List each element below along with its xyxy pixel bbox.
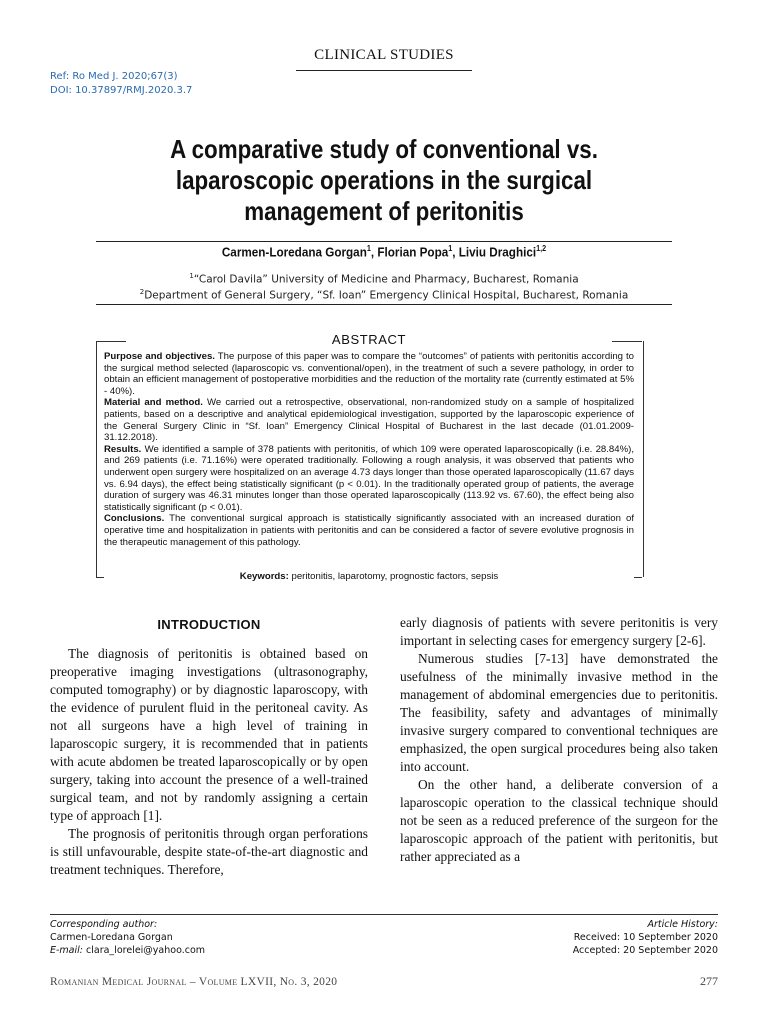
title-line-2: laparoscopic operations in the surgical (175, 165, 593, 195)
body-column-left (50, 645, 368, 879)
body-paragraph: early diagnosis of patients with severe peritonitis is very important in selecting cases for emergency surgery [2-6]. (400, 615, 718, 648)
keywords (96, 571, 642, 582)
affiliation-2 (0, 288, 768, 302)
accepted-date: Accepted: 20 September 2020 (572, 945, 718, 956)
doi-link[interactable]: DOI: 10.37897/RMJ.2020.3.7 (50, 85, 193, 96)
title-line-3: management of peritonitis (244, 196, 524, 226)
author-affiliation-mark: 1,2 (536, 244, 547, 253)
keywords-label: Keywords: (239, 571, 289, 582)
abstract-material (104, 397, 634, 443)
abstract-material-text: We carried out a retrospective, observational, non-randomized study on a sample of hospitalized patients, based on a descriptive and analytical epidemiological investigation, supported by the laparoscopic experience of the General Surgery Clinic in “Sf. Ioan” Emergency Clinical Hospital of Bucharest in the last decade (01.01.2009-31.12.2018). (104, 397, 635, 444)
affiliation-mark: 1 (189, 272, 194, 280)
introduction-heading: INTRODUCTION (157, 617, 261, 632)
author-name: Carmen-Loredana Gorgan (221, 244, 367, 260)
abstract-purpose-text: The purpose of this paper was to compare the “outcomes” of patients with peritonitis according to the surgical method selected (laparoscopic vs. conventional/open), in the treatment of such a severe pathology, in order to obtain an efficient management of postoperative morbidities and the reduction of the mortality rate (currently estimated at 5% - 40%). (104, 351, 634, 397)
abstract-body (104, 351, 634, 548)
affiliation-divider (96, 304, 672, 305)
body-paragraph: On the other hand, a deliberate conversion of a laparoscopic operation to the classical technique should not be seen as a reduced preference of the surgeon for the laparoscopic approach of the patient with peritonitis, but rather appreciated as a (400, 777, 718, 864)
article-history (573, 918, 718, 957)
abstract-results-label: Results. (104, 443, 142, 455)
body-paragraph: The prognosis of peritonitis through organ perforations is still unfavourable, despite state-of-the-art diagnostic and treatment techniques. Therefore, (50, 826, 368, 877)
title-line-1: A comparative study of conventional vs. (170, 134, 598, 164)
journal-footer: Romanian Medical Journal – Volume LXVII, No. 3, 2020 (50, 976, 338, 988)
page-number: 277 (700, 974, 718, 988)
affiliation-text: Department of General Surgery, “Sf. Ioan” Emergency Clinical Hospital, Bucharest, Romania (144, 289, 629, 302)
email-label: E-mail: (50, 945, 83, 956)
abstract-results-text: We identified a sample of 378 patients with peritonitis, of which 109 were operated laparoscopically (i.e. 28.84%), and 269 patients (i.e. 71.16%) were operated traditionally. Following a rough analysis, it was observed that patients who underwent open surgery were hospitalized on an average 4.73 days longer than those operated laparoscopically (11.67 days vs. 6.94 days), the effect being statistically significant (p < 0.01). In the traditionally operated group of patients, the average duration of surgery was 46.31 minutes longer than those operated laparoscopically (113.92 vs. 67.60), the effect being also statistically significant (p < 0.01). (104, 443, 634, 513)
section-header: CLINICAL STUDIES (314, 47, 454, 63)
abstract-conclusions-text: The conventional surgical approach is statistically significantly associated with an increased duration of operative time and hospitalization in patients with peritonitis and can be considered a factor of severe evolutive prognosis in the therapeutic management of this pathology. (104, 513, 634, 548)
section-rule (296, 70, 472, 71)
abstract-purpose-label: Purpose and objectives. (104, 351, 215, 362)
author-list: Carmen-Loredana Gorgan$^1$, Florian Popa$^1$, Liviu Draghici$^{1,2}$ (221, 244, 547, 260)
abstract-results (104, 444, 634, 514)
author-affiliation-mark: 1 (366, 244, 371, 253)
email-line (50, 944, 205, 957)
keywords-text: peritonitis, laparotomy, prognostic factors, sepsis (288, 571, 499, 582)
author-affiliation-mark: 1 (448, 244, 453, 253)
author-name: Liviu Draghici (458, 244, 537, 260)
author-name: Florian Popa (377, 244, 449, 260)
title-divider (96, 241, 672, 242)
email-link[interactable]: clara_lorelei@yahoo.com (83, 945, 206, 956)
article-title (140, 134, 628, 227)
corresponding-author-name: Carmen-Loredana Gorgan (50, 932, 173, 943)
reference-block (50, 70, 192, 98)
abstract-conclusions-label: Conclusions. (104, 513, 165, 525)
abstract-purpose (104, 351, 634, 397)
article-history-label: Article History: (647, 919, 718, 930)
affiliation-1 (0, 272, 768, 286)
body-paragraph: The diagnosis of peritonitis is obtained based on preoperative imaging investigations (ultrasonography, computed tomography) or by diagnostic laparoscopy, with the evidence of purulent fluid in the peritoneal cavity. As not all surgeons have a high level of training in laparoscopic surgery, it is recommended that in patients with acute abdomen be treated laparoscopically or by open surgery, taking into account the presence of a well-trained surgical team, and not by randomly assigning a certain type of approach [1]. (50, 646, 368, 823)
corresponding-author-label: Corresponding author: (50, 919, 158, 930)
body-column-right (400, 614, 718, 866)
reference-citation[interactable]: Ref: Ro Med J. 2020;67(3) (50, 71, 178, 82)
abstract-conclusions (104, 513, 634, 548)
abstract-material-label: Material and method. (104, 397, 203, 409)
footer-divider (50, 914, 718, 915)
abstract-heading: ABSTRACT (331, 332, 407, 347)
received-date: Received: 10 September 2020 (573, 932, 718, 943)
affiliation-text: “Carol Davila” University of Medicine and Pharmacy, Bucharest, Romania (193, 273, 579, 286)
body-paragraph: Numerous studies [7-13] have demonstrated the usefulness of the minimally invasive method in the management of abdominal emergencies due to peritonitis. The feasibility, safety and advantages of minimally invasive surgery compared to conventional techniques are emphasized, the open surgical procedures being also taken into account. (400, 651, 718, 774)
corresponding-author (50, 918, 205, 957)
affiliation-mark: 2 (139, 288, 145, 296)
